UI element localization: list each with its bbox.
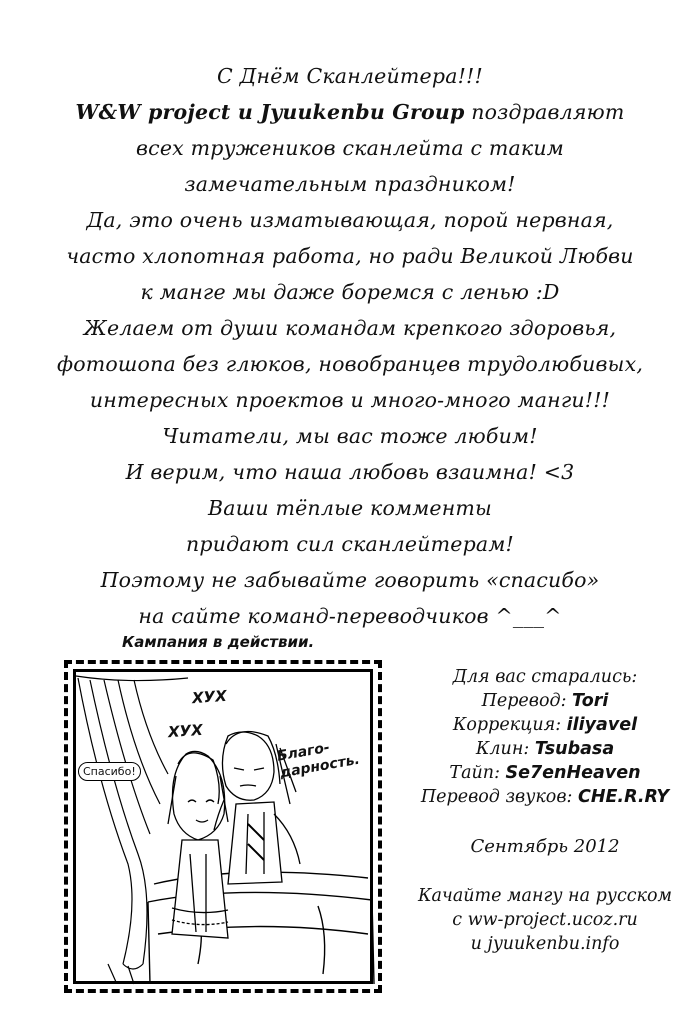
greeting-line: на сайте команд-переводчиков ^___^: [138, 604, 562, 628]
credit-clean: [395, 737, 695, 761]
credit-translation: [395, 689, 695, 713]
credit-correction: [395, 713, 695, 737]
greeting-line: Желаем от души командам крепкого здоровья,: [83, 316, 617, 340]
credit-name: iliyavel: [566, 715, 638, 735]
greeting-line: фотошопа без глюков, новобранцев трудолюбивых,: [56, 352, 644, 376]
credit-name: Tsubasa: [534, 739, 615, 759]
manga-panel: [64, 660, 382, 993]
greeting-line: замечательным праздником!: [184, 172, 516, 196]
speech-text-gratitude: Благо- дарность.: [275, 739, 361, 782]
credit-name: Se7enHeaven: [505, 763, 641, 783]
credits-block: [395, 665, 695, 809]
greeting-line: Поэтому не забывайте говорить «спасибо»: [100, 568, 600, 592]
manga-illustration: [68, 664, 382, 993]
credit-type: [395, 761, 695, 785]
panel-caption: Кампания в действии.: [122, 633, 315, 651]
release-date: Сентябрь 2012: [470, 836, 620, 857]
credit-label: Коррекция:: [452, 715, 567, 735]
greeting-text: [40, 58, 660, 634]
group-names: W&W project и Jyuukenbu Group: [75, 100, 465, 124]
greeting-line: И верим, что наша любовь взаимна! <3: [125, 460, 575, 484]
download-info: [395, 884, 695, 956]
credit-label: Перевод звуков:: [420, 787, 578, 807]
credit-name: CHE.R.RY: [577, 787, 670, 807]
greeting-line: часто хлопотная работа, но ради Великой Любви: [66, 244, 634, 268]
sound-effect: ХУХ: [167, 720, 204, 742]
download-line: и jyuukenbu.info: [470, 934, 620, 954]
download-line: с ww-project.ucoz.ru: [452, 910, 638, 930]
sound-effect: ХУХ: [191, 686, 228, 708]
greeting-line: придают сил сканлейтерам!: [186, 532, 514, 556]
credits-heading: Для вас старались:: [452, 667, 638, 687]
download-line: Качайте мангу на русском: [417, 886, 673, 906]
credit-label: Перевод:: [481, 691, 573, 711]
greeting-line: Да, это очень изматывающая, порой нервная,: [86, 208, 614, 232]
greeting-line: к манге мы даже боремся с ленью :D: [140, 280, 560, 304]
greeting-line: интересных проектов и много-много манги!!!: [89, 388, 611, 412]
greeting-line-rest: поздравляют: [464, 100, 625, 124]
credit-sfx: [395, 785, 695, 809]
credit-name: Tori: [572, 691, 609, 711]
speech-bubble-thanks: Спасибо!: [78, 762, 141, 781]
greeting-line: Ваши тёплые комменты: [208, 496, 492, 520]
greeting-line: всех тружеников сканлейта с таким: [136, 136, 564, 160]
greeting-line: С Днём Сканлейтера!!!: [217, 64, 483, 88]
greeting-line: [40, 94, 660, 130]
credit-label: Клин:: [475, 739, 535, 759]
greeting-line: Читатели, мы вас тоже любим!: [162, 424, 538, 448]
credit-label: Тайп:: [449, 763, 506, 783]
